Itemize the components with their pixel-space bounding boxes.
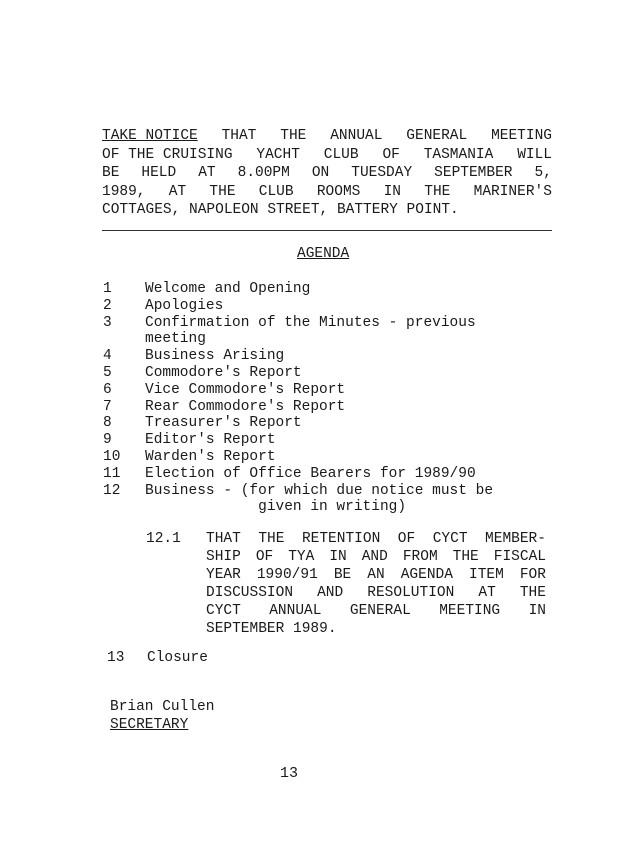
notice-line: [102, 201, 552, 220]
agenda-item: [103, 432, 553, 449]
notice-word: THE: [424, 183, 451, 200]
agenda-item-number: 1: [103, 281, 112, 297]
notice-word: 1989,: [102, 183, 146, 200]
agenda-item-number: 5: [103, 364, 112, 381]
agenda-item-number: 7: [103, 398, 112, 415]
agenda-item-number: 2: [103, 297, 112, 314]
agenda-item-text: meeting: [145, 331, 206, 348]
agenda-item-text: Commodore's Report: [145, 364, 302, 381]
agenda-item-number: [103, 499, 145, 516]
subitem-word: FOR: [519, 567, 546, 583]
agenda-item-text: Election of Office Bearers for 1989/90: [145, 465, 476, 482]
agenda-item-text: Business - (for which due notice must be: [145, 482, 494, 499]
agenda-item-number: 9: [103, 432, 112, 449]
agenda-item-number: 3: [103, 314, 112, 331]
notice-word: ANNUAL: [330, 128, 383, 144]
subitem-word: BE: [333, 567, 352, 583]
notice-word: THAT: [221, 128, 257, 144]
agenda-item: [103, 499, 553, 516]
notice-word: IN: [383, 183, 402, 200]
notice-word: TASMANIA: [423, 146, 494, 163]
subitem-word: 1990/91: [256, 567, 318, 583]
agenda-item-text: Editor's Report: [145, 432, 276, 449]
notice-word: ROOMS: [316, 183, 361, 200]
agenda-item-text: Treasurer's Report: [145, 415, 302, 432]
notice-word: YACHT: [256, 146, 300, 163]
notice-line: [102, 146, 552, 165]
meeting-notice: [102, 127, 552, 220]
notice-word: MARINER'S: [473, 183, 552, 200]
subitem-line: [206, 602, 546, 620]
subitem-word: AND: [317, 585, 344, 601]
signature-block: [110, 698, 214, 734]
notice-word: TUESDAY: [351, 165, 413, 181]
subitem-word: FROM: [402, 549, 438, 565]
signatory-title: SECRETARY: [110, 717, 189, 733]
subitem-word: RESOLUTION: [367, 585, 455, 601]
subitem-word: MEETING: [439, 603, 501, 619]
agenda-list: [103, 281, 553, 516]
agenda-item: [103, 483, 553, 500]
notice-word: AT: [198, 165, 216, 181]
subitem-word: THE: [452, 549, 479, 565]
notice-word: THE: [280, 128, 307, 144]
notice-line: [102, 164, 552, 183]
notice-word: CLUB: [258, 183, 294, 200]
closure-number: 13: [107, 650, 125, 666]
subitem-word: RETENTION: [301, 531, 381, 547]
notice-line: [102, 183, 552, 202]
agenda-item-text: Warden's Report: [145, 448, 276, 465]
notice-word: HELD: [141, 165, 177, 181]
horizontal-rule: [102, 230, 552, 231]
subitem-line: [206, 584, 546, 602]
notice-word: GENERAL: [406, 128, 468, 144]
subitem-word: AN: [367, 567, 385, 583]
subitem-word: FISCAL: [493, 549, 546, 565]
agenda-item-text: Business Arising: [145, 348, 285, 365]
notice-word: THE: [209, 183, 236, 200]
agenda-subitem-12-1: [146, 530, 546, 638]
page-number: 13: [280, 765, 299, 782]
notice-line: [102, 127, 552, 146]
agenda-item-text: Confirmation of the Minutes - previous: [145, 314, 476, 331]
subitem-word: CYCT: [206, 603, 241, 619]
subitem-word: TYA: [288, 549, 315, 565]
agenda-item: [103, 298, 553, 315]
notice-word: AT: [168, 183, 187, 200]
agenda-item-number: 8: [103, 415, 112, 432]
subitem-word: THE: [258, 531, 285, 547]
subitem-word: MEMBER-: [485, 531, 546, 547]
notice-word: BE: [102, 165, 120, 181]
subitem-word: YEAR: [206, 567, 241, 583]
agenda-item-number: 6: [103, 381, 112, 398]
agenda-item-number: [103, 331, 145, 348]
subitem-line: [206, 548, 546, 566]
agenda-item-text: given in writing): [145, 499, 407, 516]
subitem-body: [206, 530, 546, 638]
notice-word: 5,: [534, 165, 552, 181]
agenda-item: [103, 281, 553, 298]
signatory-name: Brian Cullen: [110, 699, 215, 715]
notice-word: COTTAGES, NAPOLEON STREET, BATTERY POINT.: [102, 202, 459, 218]
subitem-word: AGENDA: [400, 567, 453, 583]
agenda-item: [103, 399, 553, 416]
agenda-item-number: 11: [103, 465, 121, 482]
notice-word: ON: [311, 165, 330, 181]
subitem-word: AT: [478, 585, 496, 601]
subitem-word: OF: [397, 531, 416, 547]
subitem-word: IN: [528, 603, 546, 619]
agenda-item: [103, 415, 553, 432]
agenda-item: [103, 331, 553, 348]
closure-text: Closure: [147, 650, 208, 666]
notice-word: CLUB: [323, 146, 359, 163]
agenda-item-text: Rear Commodore's Report: [145, 398, 346, 415]
subitem-word: THAT: [206, 531, 241, 547]
subitem-line: [206, 620, 546, 638]
notice-word: 8.00PM: [237, 165, 290, 181]
agenda-item-number: 10: [103, 448, 121, 465]
subitem-word: GENERAL: [349, 603, 411, 619]
subitem-word: AND: [361, 549, 388, 565]
subitem-word: SHIP: [206, 549, 241, 565]
subitem-number: 12.1: [146, 531, 181, 547]
notice-word: OF THE CRUISING: [102, 146, 233, 163]
subitem-line: [206, 530, 546, 548]
agenda-item-text: Vice Commodore's Report: [145, 381, 346, 398]
agenda-item: [103, 449, 553, 466]
subitem-word: IN: [329, 549, 347, 565]
agenda-item: [103, 315, 553, 332]
subitem-word: SEPTEMBER 1989.: [206, 621, 337, 637]
subitem-word: DISCUSSION: [206, 585, 294, 601]
subitem-word: OF: [255, 549, 274, 565]
notice-word: OF: [382, 146, 400, 163]
agenda-item-number: 12: [103, 482, 121, 499]
subitem-word: THE: [519, 585, 546, 601]
subitem-line: [206, 566, 546, 584]
agenda-item-text: Welcome and Opening: [145, 281, 311, 297]
subitem-word: ITEM: [469, 567, 504, 583]
subitem-word: CYCT: [432, 531, 468, 547]
agenda-item: [103, 466, 553, 483]
notice-word: SEPTEMBER: [434, 165, 513, 181]
agenda-item-number: 4: [103, 348, 112, 365]
agenda-item-closure: [107, 650, 208, 666]
notice-word: MEETING: [491, 128, 552, 144]
agenda-title: AGENDA: [297, 246, 350, 262]
subitem-word: ANNUAL: [269, 603, 322, 619]
agenda-item: [103, 348, 553, 365]
notice-word: WILL: [517, 146, 552, 163]
agenda-item: [103, 382, 553, 399]
agenda-item: [103, 365, 553, 382]
agenda-item-text: Apologies: [145, 297, 224, 314]
notice-word: TAKE NOTICE: [102, 128, 198, 144]
